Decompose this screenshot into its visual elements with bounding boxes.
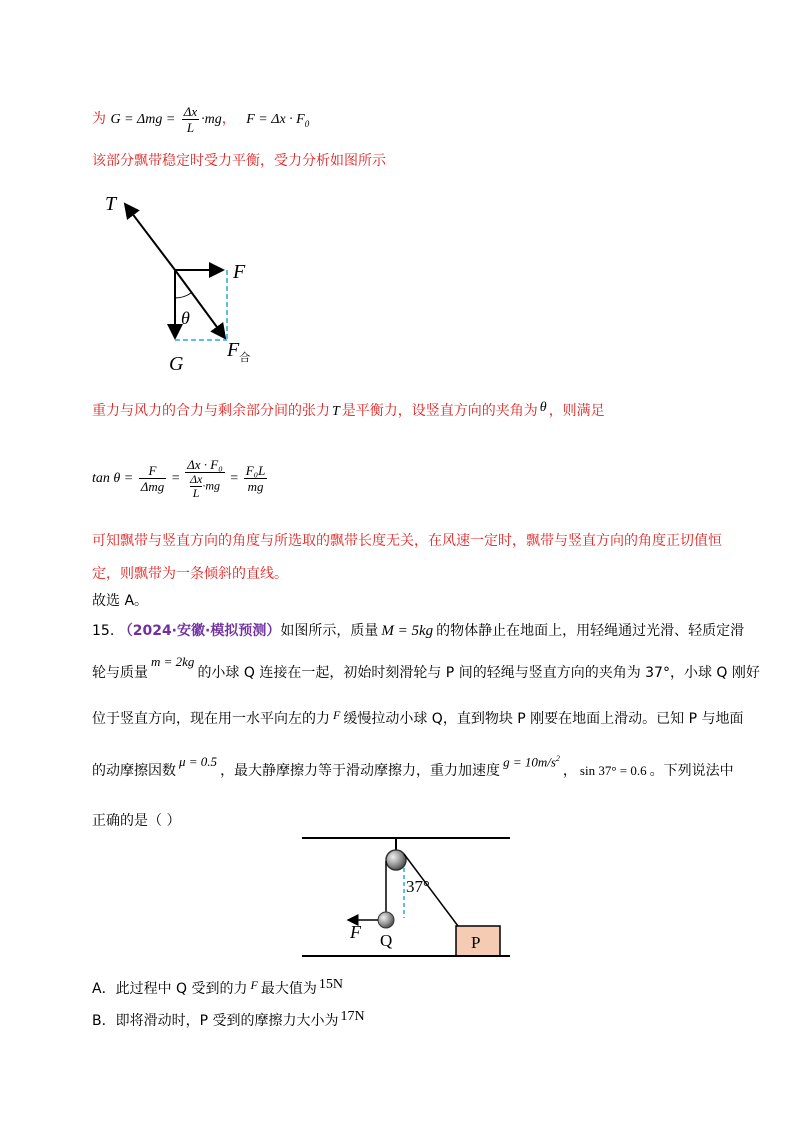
answer-line: 故选 A。 — [92, 593, 149, 609]
g-value: $g = 10m/s^2$ — [503, 753, 560, 769]
conclusion-line-1: 可知飘带与竖直方向的角度与所选取的飘带长度无关，在风速一定时，飘带与竖直方向的角度正切值恒 — [92, 533, 722, 549]
q15-line-2: 轮与质量m = 2kg的小球 Q 连接在一起，初始时刻滑轮与 P 间的轻绳与竖直方向的夹角为 37°，小球 Q 刚好 — [92, 654, 760, 681]
label-q: Q — [380, 931, 393, 950]
conclusion-line-2: 定，则飘带为一条倾斜的直线。 — [92, 566, 288, 582]
q15-line-4: 的动摩擦因数μ = 0.5，最大静摩擦力等于滑动摩擦力，重力加速度$g = 10m/s^2$， sin 37° = 0.6 。下列说法中 — [92, 753, 734, 779]
force-diagram — [95, 190, 270, 375]
f0l-over-mg: $\frac{\text{F₀L}}{mg}$ — [245, 463, 266, 495]
line-g-formula — [92, 102, 309, 136]
separator: ， — [221, 111, 236, 127]
label-f-resultant: $F_合$ — [227, 339, 251, 364]
label-theta: θ — [181, 308, 190, 328]
label-f: F — [233, 261, 246, 283]
label-f: F — [350, 922, 361, 942]
f-formula: $F = \Delta x \cdot F_0$ — [246, 112, 310, 129]
tension-arrow — [125, 204, 175, 270]
g-lhs: G = Δmg = — [110, 112, 176, 127]
ball-q — [378, 912, 394, 928]
label-g: G — [169, 353, 184, 375]
angle-label: 37° — [406, 877, 430, 896]
label-p: P — [471, 933, 481, 952]
balance-statement: 重力与风力的合力与剩余部分间的张力 T 是平衡力，设竖直方向的夹角为 θ ，则满足 — [92, 400, 605, 419]
pulley-diagram — [296, 834, 516, 962]
force-analysis-intro: 该部分飘带稳定时受力平衡，受力分析如图所示 — [92, 153, 386, 169]
source-tag: （2024·安徽·模拟预测） — [118, 623, 281, 639]
label-t: T — [105, 193, 117, 215]
option-b[interactable]: B．即将滑动时，P 受到的摩擦力大小为 17N — [92, 1009, 365, 1029]
f-over-dmg: $\frac{F}{\text{Δmg}}$ — [140, 463, 165, 495]
tan-equation: tan θ = $\frac{F}{\text{Δmg}}$ = Δx · F₀ $\frac{\Delta x}{L}$ ·mg = $\frac{\text{F₀L}}{mg}$ — [92, 457, 266, 501]
pulley — [386, 850, 406, 870]
prefix-text: 为 — [92, 111, 106, 127]
mg-tail: ·mg — [201, 112, 222, 127]
dx-over-l-fraction: $\frac{\Delta x}{L}$ — [183, 103, 198, 135]
q15-line-3: 位于竖直方向，现在用一水平向左的力 F 缓慢拉动小球 Q，直到物块 P 刚要在地面上滑动。已知 P 与地面 — [92, 708, 744, 727]
option-a[interactable]: A．此过程中 Q 受到的力 F 最大值为 15N — [92, 977, 343, 997]
question-number: 15. — [92, 623, 115, 639]
dxf0-over-dxmg: Δx · F₀ $\frac{\Delta x}{L}$ ·mg — [187, 457, 223, 501]
q15-line-1: 15. （2024·安徽·模拟预测）如图所示，质量 M = 5kg 的物体静止在地面上，用轻绳通过光滑、轻质定滑 — [92, 623, 745, 639]
q15-line-5: 正确的是（ ） — [92, 813, 181, 829]
